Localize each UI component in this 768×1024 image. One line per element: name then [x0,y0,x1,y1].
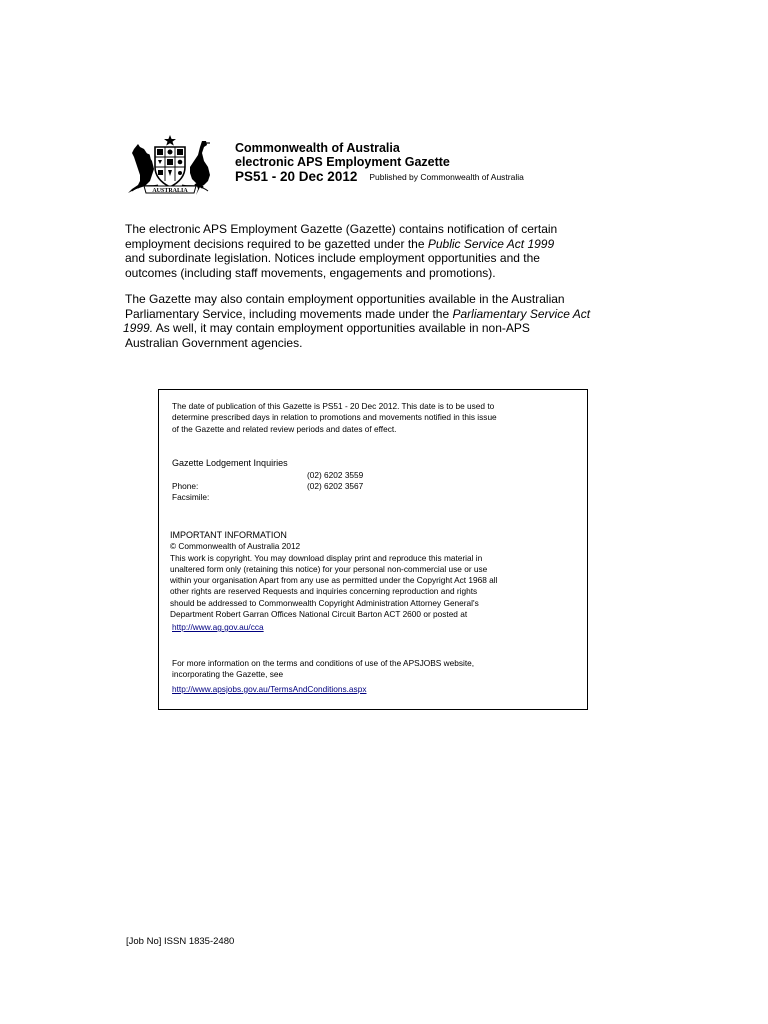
phone-label: Phone: [172,481,199,491]
published-by: Published by Commonwealth of Australia [369,172,524,182]
phone-number: (02) 6202 3559 [307,470,364,480]
date-line-2: determine prescribed days in relation to promotions and movements notified in this issue [172,412,497,423]
intro-p2-line3-text: As well, it may contain employment opportunities available in non-APS [153,321,530,335]
intro-p2-line4: Australian Government agencies. [125,335,303,350]
date-line-3: of the Gazette and related review periods and dates of effect. [172,423,397,434]
important-title: IMPORTANT INFORMATION [170,530,287,540]
intro-p1-line2 [125,237,645,252]
svg-text:AUSTRALIA: AUSTRALIA [152,188,188,194]
header-gazette-title: electronic APS Employment Gazette [235,155,450,169]
important-line-1: This work is copyright. You may download display print and reproduce this material in [170,552,483,563]
important-line-2: unaltered form only (retaining this notice) for your personal non-commercial use or use [170,563,488,574]
publication-date-notice [172,401,497,435]
fax-label: Facsimile: [172,492,210,502]
intro-p1-line4: outcomes (including staff movements, engagements and promotions). [125,265,496,280]
important-line-6: Department Robert Garran Offices National Circuit Barton ACT 2600 or posted at [170,609,468,620]
important-line-5: should be addressed to Commonwealth Copyright Administration Attorney General's [170,597,479,608]
important-line-3: within your organisation Apart from any use as permitted under the Copyright Act 1968 all [170,575,498,586]
fax-number: (02) 6202 3567 [307,481,364,491]
coat-of-arms-icon [122,133,218,199]
header-commonwealth: Commonwealth of Australia [235,141,400,155]
important-line-4: other rights are reserved Requests and inquiries concerning reproduction and rights [170,586,478,597]
notice-box [158,389,588,710]
important-information [170,530,497,620]
intro-p2-line1: The Gazette may also contain employment opportunities available in the Australian [125,292,565,306]
more-info-line-1: For more information on the terms and conditions of use of the APSJOBS website, [172,658,475,668]
intro-p2-line2-text: Parliamentary Service, including movements made under the [125,306,453,321]
terms-and-conditions-link[interactable]: http://www.apsjobs.gov.au/TermsAndConditions.aspx [172,684,367,694]
intro-p1-line1: The electronic APS Employment Gazette (Gazette) contains notification of certain [125,222,558,236]
public-service-act-ref: Public Service Act 1999 [427,236,555,251]
copyright-line: © Commonwealth of Australia 2012 [170,541,301,552]
more-info-line-2: incorporating the Gazette, see [172,669,284,680]
gazette-header [235,141,524,186]
issn-footer: [Job No] ISSN 1835-2480 [126,936,235,947]
intro-p1-line3: and subordinate legislation. Notices include employment opportunities and the [125,251,540,265]
act-year-ref: 1999. [123,321,154,335]
header-issue-line [235,169,524,186]
intro-paragraph-2 [125,292,645,350]
issue-number: PS51 - 20 Dec 2012 [235,169,358,184]
ag-cca-link[interactable]: http://www.ag.gov.au/cca [172,622,264,632]
intro-p2-line2 [125,307,645,322]
date-line-1: The date of publication of this Gazette is PS51 - 20 Dec 2012. This date is to be used to [172,401,495,411]
intro-paragraph-1 [125,222,645,280]
intro-p2-line3 [123,321,645,336]
intro-p1-line2-text: employment decisions required to be gazetted under the [125,236,428,251]
more-information [172,658,474,681]
lodgement-inquiries-title: Gazette Lodgement Inquiries [172,458,288,468]
parliamentary-service-act-ref: Parliamentary Service Act [452,306,591,321]
